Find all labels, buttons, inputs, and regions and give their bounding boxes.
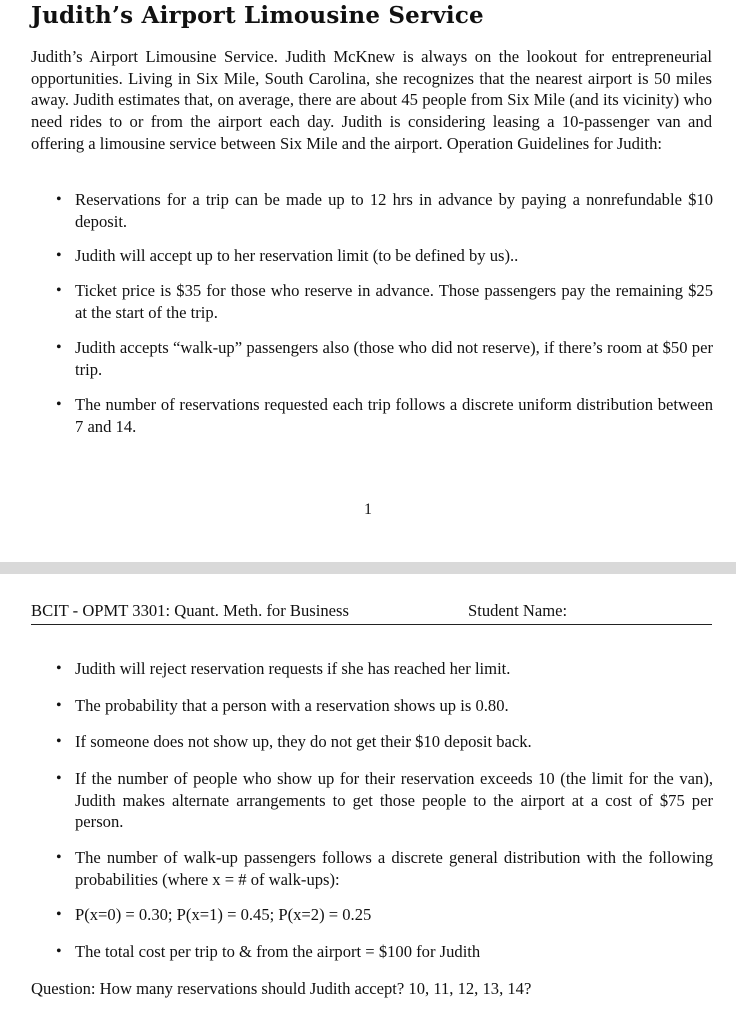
- list-item: • Judith will reject reservation requests if she has reached her limit.: [75, 658, 713, 680]
- list-item: • If someone does not show up, they do not get their $10 deposit back.: [75, 731, 713, 753]
- list-item: • The number of walk-up passengers follows a discrete general distribution with the following probabilities (where x = # of walk-ups):: [75, 847, 713, 890]
- list-item: • Judith will accept up to her reservation limit (to be defined by us)..: [75, 245, 713, 267]
- list-item: • Reservations for a trip can be made up to 12 hrs in advance by paying a nonrefundable $10 deposit.: [75, 189, 713, 232]
- list-item: • The number of reservations requested each trip follows a discrete uniform distribution between 7 and 14.: [75, 394, 713, 437]
- intro-paragraph: Judith’s Airport Limousine Service. Judith McKnew is always on the lookout for entrepreneurial opportunities. Living in Six Mile, South Carolina, she recognizes that the nearest airport is 50 miles away. Judith estimates that, on average, there are about 45 people from Six Mile (and its vicinity) who need rides to or from the airport each day. Judith is considering leasing a 10-passenger van and offering a limousine service between Six Mile and the airport. Operation Guidelines for Judith:: [31, 47, 712, 153]
- page-header: [31, 600, 712, 625]
- list-item: • P(x=0) = 0.30; P(x=1) = 0.45; P(x=2) = 0.25: [75, 904, 713, 926]
- student-name-label: Student Name:: [468, 601, 568, 620]
- question-text: Question: How many reservations should Judith accept? 10, 11, 12, 13, 14?: [31, 979, 532, 998]
- document-page-2: [0, 574, 736, 1009]
- list-item: • The probability that a person with a reservation shows up is 0.80.: [75, 695, 713, 717]
- page-separator: [0, 562, 736, 574]
- list-item: • Ticket price is $35 for those who reserve in advance. Those passengers pay the remaining $25 at the start of the trip.: [75, 280, 713, 323]
- course-label: BCIT - OPMT 3301: Quant. Meth. for Business: [31, 601, 349, 620]
- list-item: • Judith accepts “walk-up” passengers also (those who did not reserve), if there’s room at $50 per trip.: [75, 337, 713, 380]
- page-number: 1: [364, 501, 372, 518]
- list-item: • If the number of people who show up for their reservation exceeds 10 (the limit for the van), Judith makes alternate arrangements to get those people to the airport at a cost of $75 per person.: [75, 768, 713, 833]
- list-item: • The total cost per trip to & from the airport = $100 for Judith: [75, 941, 713, 963]
- document-title: Judith’s Airport Limousine Service: [31, 2, 484, 29]
